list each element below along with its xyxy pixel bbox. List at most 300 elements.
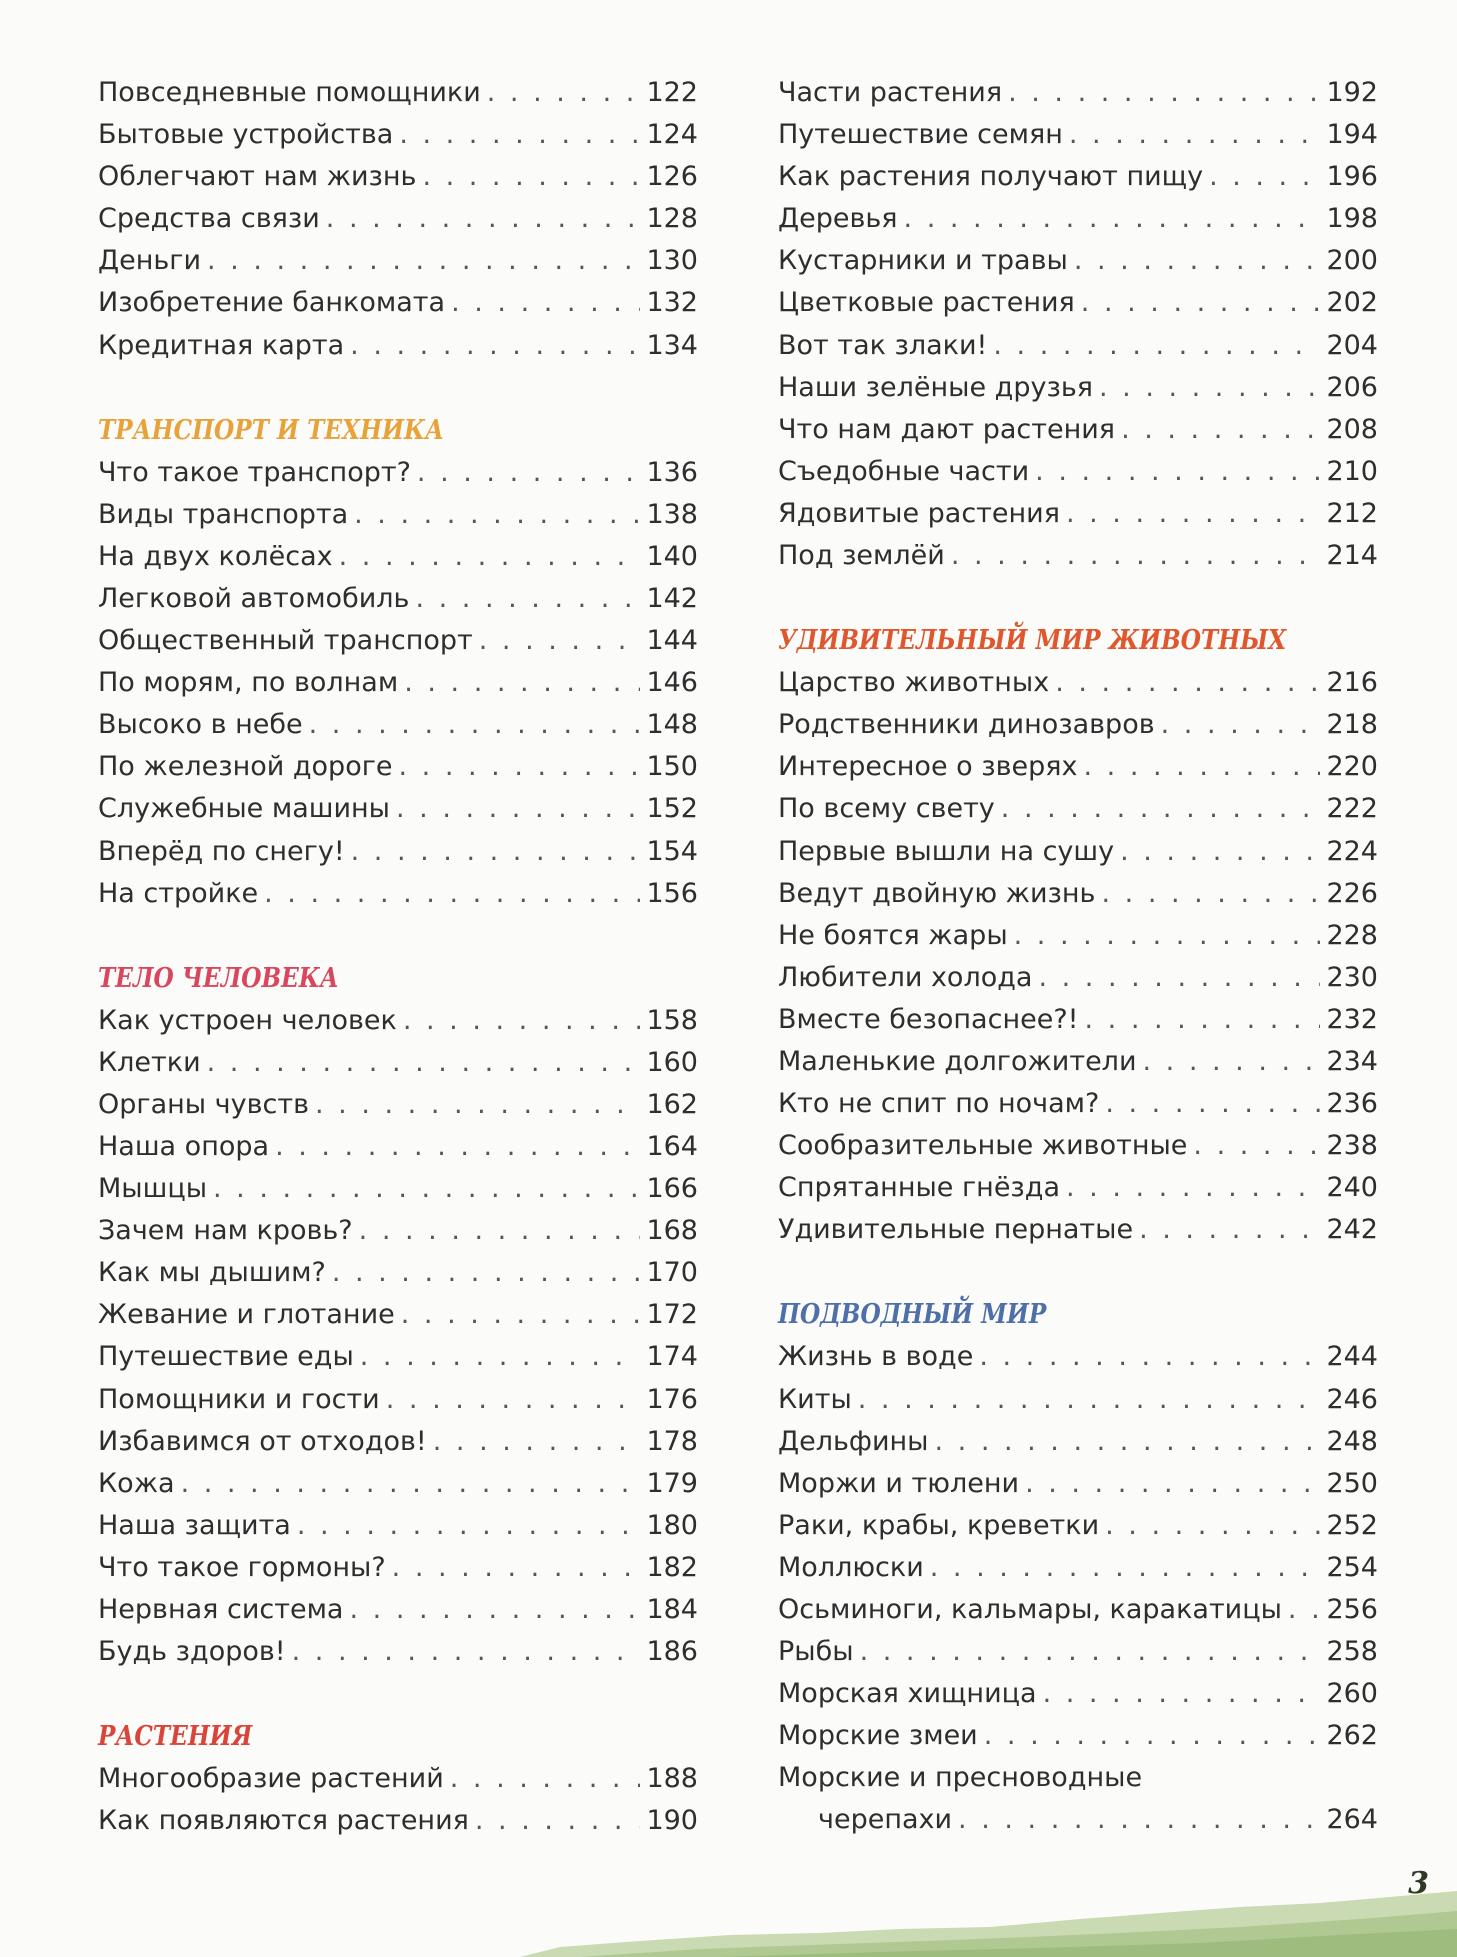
dot-leader <box>1038 957 1320 999</box>
dot-leader <box>479 620 641 662</box>
entry-title: Виды транспорта <box>98 498 349 530</box>
dot-leader <box>1066 493 1320 535</box>
toc-entry[interactable] <box>98 1294 698 1336</box>
entry-page-number: 232 <box>1326 1003 1378 1035</box>
entry-page-number: 130 <box>646 245 698 277</box>
dot-leader <box>213 1168 640 1210</box>
toc-entry[interactable] <box>98 198 698 240</box>
dot-leader <box>993 325 1320 367</box>
entry-title: На стройке <box>98 877 259 909</box>
dot-leader <box>450 1758 641 1800</box>
entry-page-number: 208 <box>1326 413 1378 445</box>
toc-entry[interactable] <box>98 873 698 915</box>
entry-page-number: 202 <box>1326 287 1378 319</box>
dot-leader <box>386 1379 641 1421</box>
entry-title: Легковой автомобиль <box>98 582 410 614</box>
toc-entry[interactable] <box>778 325 1378 367</box>
dot-leader <box>1121 409 1320 451</box>
toc-entry[interactable] <box>778 957 1378 999</box>
toc-entry[interactable] <box>778 1631 1378 1673</box>
toc-entry[interactable] <box>778 240 1378 282</box>
dot-leader <box>1001 788 1321 830</box>
toc-entry[interactable] <box>98 662 698 704</box>
entry-page-number: 236 <box>1326 1088 1378 1120</box>
entry-page-number: 252 <box>1326 1509 1378 1541</box>
entry-title: Общественный транспорт <box>98 625 473 657</box>
dot-leader <box>451 282 640 324</box>
entry-page-number: 246 <box>1326 1383 1378 1415</box>
entry-page-number: 134 <box>646 329 698 361</box>
toc-entry[interactable] <box>98 536 698 578</box>
entry-title-continued: черепахи <box>818 1804 953 1836</box>
entry-page-number: 262 <box>1326 1720 1378 1752</box>
toc-entry[interactable] <box>778 1715 1378 1757</box>
dot-leader <box>958 1799 1320 1841</box>
entry-page-number: 144 <box>646 625 698 657</box>
entry-page-number: 142 <box>646 582 698 614</box>
toc-entry[interactable] <box>98 1210 698 1252</box>
entry-page-number: 206 <box>1326 371 1378 403</box>
toc-entry[interactable] <box>98 831 698 873</box>
dot-leader <box>1288 1589 1321 1631</box>
entry-page-number: 250 <box>1326 1467 1378 1499</box>
entry-title: Моржи и тюлени <box>778 1467 1020 1499</box>
dot-leader <box>1161 704 1321 746</box>
dot-leader <box>860 1631 1321 1673</box>
entry-title: Под землёй <box>778 540 945 572</box>
toc-entry[interactable] <box>98 1000 698 1042</box>
dot-leader <box>264 873 640 915</box>
toc-entry[interactable] <box>778 746 1378 788</box>
entry-title: Мышцы <box>98 1173 208 1205</box>
entry-title: Помощники и гости <box>98 1383 380 1415</box>
toc-entry[interactable] <box>778 1757 1378 1841</box>
entry-title: Вперёд по снегу! <box>98 835 345 867</box>
dot-leader <box>359 1210 641 1252</box>
toc-entry[interactable] <box>778 282 1378 324</box>
entry-page-number: 254 <box>1326 1551 1378 1583</box>
toc-entry[interactable] <box>778 1589 1378 1631</box>
entry-page-number: 214 <box>1326 540 1378 572</box>
entry-title: Интересное о зверях <box>778 751 1078 783</box>
toc-entry[interactable] <box>98 240 698 282</box>
entry-page-number: 166 <box>646 1173 698 1205</box>
entry-page-number: 184 <box>646 1594 698 1625</box>
toc-entry[interactable] <box>98 1758 698 1800</box>
toc-entry[interactable] <box>778 1463 1378 1505</box>
entry-page-number: 226 <box>1326 877 1378 909</box>
dot-leader <box>1209 156 1320 198</box>
toc-entry[interactable] <box>98 494 698 536</box>
entry-title: Кустарники и травы <box>778 245 1068 277</box>
toc-entry[interactable] <box>98 1042 698 1084</box>
entry-page-number: 244 <box>1326 1341 1378 1373</box>
entry-title: Как устроен человек <box>98 1004 397 1036</box>
dot-leader <box>332 1252 641 1294</box>
toc-entry[interactable] <box>98 1505 698 1547</box>
entry-page-number: 179 <box>646 1467 698 1499</box>
entry-title: Многообразие растений <box>98 1763 444 1795</box>
toc-entry[interactable] <box>98 325 698 367</box>
entry-title: По всему свету <box>778 793 995 825</box>
dot-leader <box>339 536 641 578</box>
page-number: 3 <box>1408 1866 1429 1901</box>
toc-entry[interactable] <box>778 451 1378 493</box>
toc-entry[interactable] <box>778 1379 1378 1421</box>
toc-left-column <box>98 72 698 1842</box>
dot-leader <box>475 1800 641 1842</box>
toc-entry[interactable] <box>98 1631 698 1673</box>
toc-entry[interactable] <box>98 72 698 114</box>
toc-entry[interactable] <box>778 198 1378 240</box>
toc-entry[interactable] <box>98 1084 698 1126</box>
entry-page-number: 172 <box>646 1299 698 1331</box>
toc-entry[interactable] <box>778 1547 1378 1589</box>
entry-title: Царство животных <box>778 667 1050 699</box>
dot-leader <box>297 1505 641 1547</box>
dot-leader <box>984 1715 1321 1757</box>
entry-page-number: 220 <box>1326 751 1378 783</box>
entry-page-number: 222 <box>1326 793 1378 825</box>
dot-leader <box>354 494 640 536</box>
entry-page-number: 264 <box>1326 1804 1378 1836</box>
entry-page-number: 122 <box>646 77 698 108</box>
toc-entry[interactable] <box>778 999 1378 1041</box>
toc-entry[interactable] <box>778 1673 1378 1715</box>
entry-title: Что такое транспорт? <box>98 456 411 488</box>
entry-page-number: 182 <box>646 1551 698 1583</box>
entry-title: Цветковые растения <box>778 287 1075 319</box>
toc-entry[interactable] <box>98 452 698 494</box>
section-heading: УДИВИТЕЛЬНЫЙ МИР ЖИВОТНЫХ <box>778 625 1287 657</box>
dot-leader <box>951 535 1321 577</box>
entry-page-number: 168 <box>646 1215 698 1247</box>
toc-entry[interactable] <box>778 409 1378 451</box>
entry-title: Как растения получают пищу <box>778 161 1204 193</box>
entry-page-number: 126 <box>646 161 698 193</box>
dot-leader <box>1105 1505 1320 1547</box>
entry-page-number: 210 <box>1326 455 1378 487</box>
toc-entry[interactable] <box>98 1463 698 1505</box>
dot-leader <box>315 1084 640 1126</box>
dot-leader <box>1074 240 1321 282</box>
entry-title: Жевание и глотание <box>98 1299 395 1331</box>
toc-entry[interactable] <box>98 620 698 662</box>
entry-page-number: 200 <box>1326 245 1378 277</box>
dot-leader <box>1139 1209 1320 1251</box>
entry-page-number: 234 <box>1326 1045 1378 1077</box>
entry-page-number: 154 <box>646 835 698 867</box>
entry-page-number: 192 <box>1326 77 1378 108</box>
entry-title: Морские змеи <box>778 1720 978 1752</box>
toc-entry[interactable] <box>98 704 698 746</box>
toc-entry[interactable] <box>98 1126 698 1168</box>
entry-title: Раки, крабы, креветки <box>778 1509 1100 1541</box>
toc-entry[interactable] <box>778 662 1378 704</box>
entry-title: Что такое гормоны? <box>98 1551 386 1583</box>
entry-page-number: 204 <box>1326 329 1378 361</box>
dot-leader <box>979 1336 1320 1378</box>
toc-right-column <box>778 72 1378 1841</box>
entry-title: На двух колёсах <box>98 540 333 572</box>
dot-leader <box>1008 72 1320 114</box>
entry-page-number: 230 <box>1326 961 1378 993</box>
dot-leader <box>1099 367 1320 409</box>
entry-title: Как появляются растения <box>98 1805 469 1837</box>
entry-title: Средства связи <box>98 203 320 235</box>
dot-leader <box>1043 1673 1321 1715</box>
entry-title: Рыбы <box>778 1636 854 1668</box>
entry-page-number: 260 <box>1326 1678 1378 1710</box>
entry-page-number: 176 <box>646 1383 698 1415</box>
dot-leader <box>401 1294 641 1336</box>
toc-entry[interactable] <box>778 873 1378 915</box>
toc-entry[interactable] <box>778 1209 1378 1251</box>
entry-title: Спрятанные гнёзда <box>778 1172 1060 1204</box>
entry-page-number: 218 <box>1326 709 1378 741</box>
dot-leader <box>1084 999 1320 1041</box>
entry-title: Бытовые устройства <box>98 119 394 151</box>
dot-leader <box>399 746 641 788</box>
entry-page-number: 136 <box>646 456 698 488</box>
dot-leader <box>350 325 640 367</box>
dot-leader <box>392 1547 641 1589</box>
dot-leader <box>1105 1083 1320 1125</box>
toc-entry[interactable] <box>778 367 1378 409</box>
dot-leader <box>1069 114 1321 156</box>
dot-leader <box>487 72 641 114</box>
entry-title: Повседневные помощники <box>98 77 481 108</box>
entry-page-number: 124 <box>646 119 698 151</box>
toc-entry[interactable] <box>778 114 1378 156</box>
entry-page-number: 198 <box>1326 203 1378 235</box>
toc-entry[interactable] <box>98 746 698 788</box>
entry-title: Вот так злаки! <box>778 329 988 361</box>
entry-title: Зачем нам кровь? <box>98 1215 353 1247</box>
dot-leader <box>1014 915 1321 957</box>
entry-title: Дельфины <box>778 1425 929 1457</box>
dot-leader <box>1025 1463 1320 1505</box>
toc-entry[interactable] <box>98 788 698 830</box>
dot-leader <box>415 578 640 620</box>
entry-page-number: 170 <box>646 1257 698 1289</box>
dot-leader <box>351 831 641 873</box>
toc-entry[interactable] <box>778 1167 1378 1209</box>
entry-title: Нервная система <box>98 1594 344 1625</box>
dot-leader <box>404 662 640 704</box>
toc-entry[interactable] <box>778 915 1378 957</box>
entry-page-number: 194 <box>1326 119 1378 151</box>
dot-leader <box>403 1000 641 1042</box>
dot-leader <box>181 1463 641 1505</box>
entry-page-number: 128 <box>646 203 698 235</box>
toc-entry[interactable] <box>778 1125 1378 1167</box>
dot-leader <box>1055 662 1320 704</box>
toc-entry[interactable] <box>778 535 1378 577</box>
entry-title: Морские и пресноводные <box>778 1762 1143 1794</box>
entry-page-number: 148 <box>646 709 698 741</box>
entry-title: Путешествие еды <box>98 1341 354 1373</box>
entry-title: Киты <box>778 1383 852 1415</box>
toc-entry[interactable] <box>778 156 1378 198</box>
dot-leader <box>207 240 640 282</box>
entry-title: Не боятся жары <box>778 919 1008 951</box>
toc-entry[interactable] <box>98 282 698 324</box>
dot-leader <box>1035 451 1320 493</box>
dot-leader <box>904 198 1321 240</box>
entry-page-number: 216 <box>1326 667 1378 699</box>
entry-page-number: 190 <box>646 1805 698 1837</box>
entry-page-number: 240 <box>1326 1172 1378 1204</box>
toc-entry[interactable] <box>778 704 1378 746</box>
entry-page-number: 256 <box>1326 1594 1378 1625</box>
section-heading: РАСТЕНИЯ <box>98 1721 253 1753</box>
toc-entry[interactable] <box>778 72 1378 114</box>
entry-title: Деньги <box>98 245 202 277</box>
entry-page-number: 212 <box>1326 497 1378 529</box>
entry-title: Ведут двойную жизнь <box>778 877 1096 909</box>
toc-entry[interactable] <box>778 1421 1378 1463</box>
entry-title: Деревья <box>778 203 898 235</box>
entry-page-number: 152 <box>646 793 698 825</box>
entry-title: Наша опора <box>98 1130 270 1162</box>
entry-title: Моллюски <box>778 1551 924 1583</box>
entry-title: Высоко в небе <box>98 709 303 741</box>
toc-entry[interactable] <box>98 1168 698 1210</box>
toc-entry[interactable] <box>778 788 1378 830</box>
entry-page-number: 164 <box>646 1130 698 1162</box>
entry-page-number: 140 <box>646 540 698 572</box>
dot-leader <box>930 1547 1321 1589</box>
entry-title: Служебные машины <box>98 793 390 825</box>
toc-entry[interactable] <box>98 1589 698 1631</box>
entry-title: По железной дороге <box>98 751 393 783</box>
toc-entry[interactable] <box>778 493 1378 535</box>
dot-leader <box>1101 873 1320 915</box>
entry-page-number: 228 <box>1326 919 1378 951</box>
entry-page-number: 160 <box>646 1046 698 1078</box>
entry-title: Родственники динозавров <box>778 709 1155 741</box>
entry-title: Морская хищница <box>778 1678 1037 1710</box>
entry-title: Маленькие долгожители <box>778 1045 1137 1077</box>
entry-title: Как мы дышим? <box>98 1257 326 1289</box>
dot-leader <box>1066 1167 1320 1209</box>
entry-page-number: 146 <box>646 667 698 699</box>
dot-leader <box>934 1421 1320 1463</box>
entry-page-number: 158 <box>646 1004 698 1036</box>
toc-entry[interactable] <box>98 1336 698 1378</box>
entry-title: Сообразительные животные <box>778 1130 1188 1162</box>
entry-title: Части растения <box>778 77 1003 108</box>
entry-page-number: 174 <box>646 1341 698 1373</box>
entry-title: Что нам дают растения <box>778 413 1116 445</box>
dot-leader <box>858 1379 1321 1421</box>
toc-entry[interactable] <box>98 1421 698 1463</box>
dot-leader <box>1143 1041 1321 1083</box>
dot-leader <box>396 788 640 830</box>
entry-page-number: 186 <box>646 1636 698 1668</box>
entry-title: Кожа <box>98 1467 175 1499</box>
dot-leader <box>275 1126 640 1168</box>
entry-title: Наша защита <box>98 1509 291 1541</box>
dot-leader <box>1193 1125 1320 1167</box>
entry-title: Изобретение банкомата <box>98 287 446 319</box>
dot-leader <box>417 452 641 494</box>
entry-page-number: 138 <box>646 498 698 530</box>
dot-leader <box>309 704 641 746</box>
dot-leader <box>207 1042 641 1084</box>
toc-entry[interactable] <box>98 114 698 156</box>
dot-leader <box>1120 831 1320 873</box>
entry-title: По морям, по волнам <box>98 667 399 699</box>
entry-title: Избавимся от отходов! <box>98 1425 427 1457</box>
section-heading: ТРАНСПОРТ И ТЕХНИКА <box>98 414 444 446</box>
entry-page-number: 248 <box>1326 1425 1378 1457</box>
toc-entry[interactable] <box>98 578 698 620</box>
dot-leader <box>1084 746 1321 788</box>
entry-page-number: 180 <box>646 1509 698 1541</box>
entry-title: Клетки <box>98 1046 201 1078</box>
toc-entry[interactable] <box>98 1800 698 1842</box>
toc-entry[interactable] <box>98 1547 698 1589</box>
toc-entry[interactable] <box>98 1252 698 1294</box>
toc-entry[interactable] <box>778 1336 1378 1378</box>
entry-title: Съедобные части <box>778 455 1030 487</box>
entry-page-number: 224 <box>1326 835 1378 867</box>
entry-title: Осьминоги, кальмары, каракатицы <box>778 1594 1282 1625</box>
entry-page-number: 188 <box>646 1763 698 1795</box>
section-heading: ПОДВОДНЫЙ МИР <box>778 1299 1047 1331</box>
entry-page-number: 178 <box>646 1425 698 1457</box>
toc-entry[interactable] <box>98 1379 698 1421</box>
entry-page-number: 150 <box>646 751 698 783</box>
dot-leader <box>292 1631 641 1673</box>
entry-title: Первые вышли на сушу <box>778 835 1115 867</box>
entry-title: Кредитная карта <box>98 329 345 361</box>
toc-entry[interactable] <box>778 1041 1378 1083</box>
dot-leader <box>1081 282 1321 324</box>
entry-page-number: 196 <box>1326 161 1378 193</box>
dot-leader <box>433 1421 641 1463</box>
entry-title: Удивительные пернатые <box>778 1214 1134 1246</box>
dot-leader <box>360 1336 641 1378</box>
toc-entry[interactable] <box>98 156 698 198</box>
dot-leader <box>349 1589 640 1631</box>
entry-page-number: 156 <box>646 877 698 909</box>
toc-entry[interactable] <box>778 1505 1378 1547</box>
grass-decoration <box>520 1889 1457 1957</box>
toc-entry[interactable] <box>778 831 1378 873</box>
entry-page-number: 258 <box>1326 1636 1378 1668</box>
toc-entry[interactable] <box>778 1083 1378 1125</box>
dot-leader <box>326 198 641 240</box>
dot-leader <box>399 114 640 156</box>
section-heading: ТЕЛО ЧЕЛОВЕКА <box>98 962 339 994</box>
entry-title: Кто не спит по ночам? <box>778 1088 1100 1120</box>
entry-title: Облегчают нам жизнь <box>98 161 417 193</box>
entry-page-number: 238 <box>1326 1130 1378 1162</box>
entry-title: Любители холода <box>778 961 1033 993</box>
entry-title: Наши зелёные друзья <box>778 371 1093 403</box>
entry-page-number: 162 <box>646 1088 698 1120</box>
entry-title: Вместе безопаснее?! <box>778 1003 1079 1035</box>
entry-page-number: 132 <box>646 287 698 319</box>
entry-title: Жизнь в воде <box>778 1341 974 1373</box>
entry-page-number: 242 <box>1326 1214 1378 1246</box>
entry-title: Ядовитые растения <box>778 497 1060 529</box>
dot-leader <box>422 156 640 198</box>
entry-title: Органы чувств <box>98 1088 310 1120</box>
